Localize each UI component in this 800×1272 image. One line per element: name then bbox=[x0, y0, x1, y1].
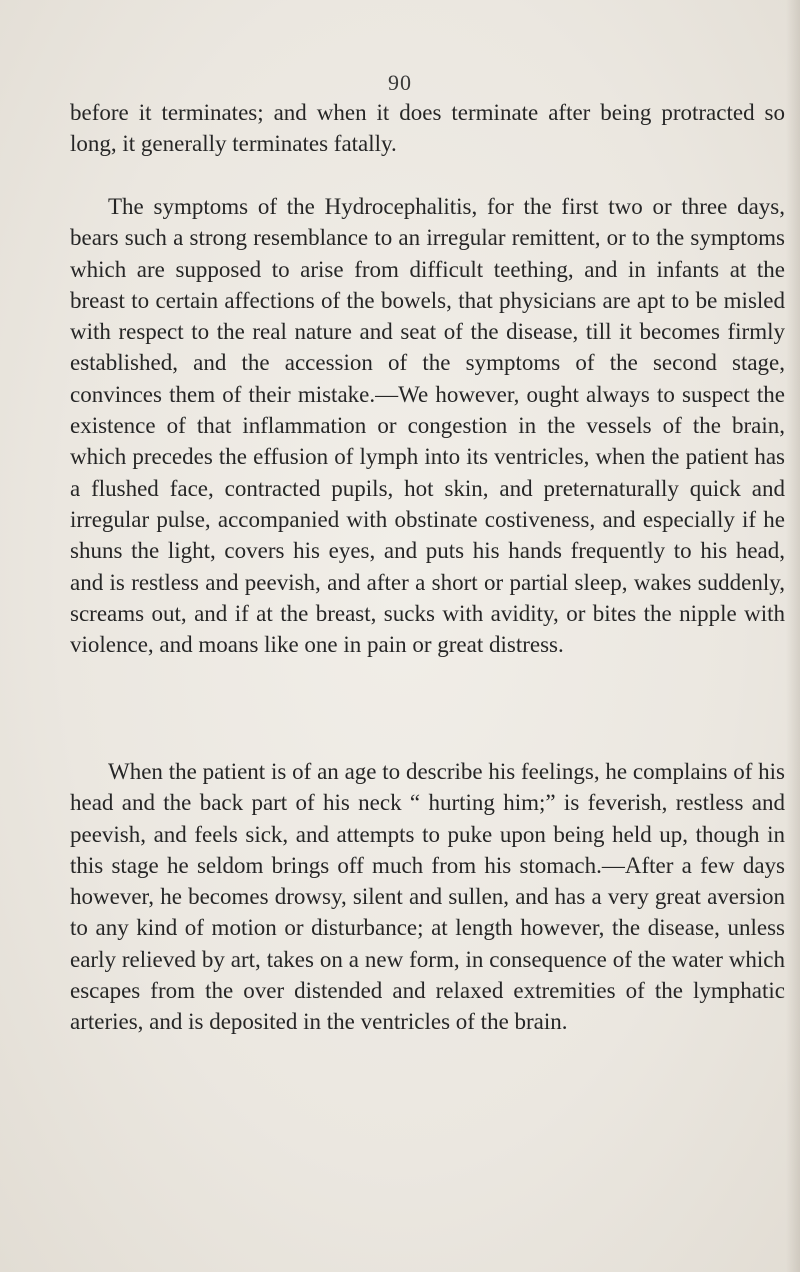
page-number: 90 bbox=[388, 70, 412, 95]
paragraph-patient-feelings: When the patient is of an age to describe his feelings, he complains of his head and the back part of his neck “ hurting him;” is feverish, restless and peevish, and feels sick, and attempts to puke upon being held up, though in this stage he seldom brings off much from his stomach.—After a few days however, he becomes drowsy, silent and sullen, and has a very great aversion to any kind of motion or disturbance; at length however, the disease, unless early relieved by art, takes on a new form, in consequence of the water which escapes from the over distended and relaxed extremities of the lymphatic arteries, and is deposited in the ventricles of the brain. bbox=[70, 759, 785, 1035]
paragraph-continuation: before it terminates; and when it does terminate after being protracted so long, it generally terminates fatally. bbox=[70, 100, 785, 157]
page-edge-shadow bbox=[786, 0, 800, 1272]
paragraph-symptoms: The symptoms of the Hydrocephalitis, for the first two or three days, bears such a strong resemblance to an irregular remittent, or to the symptoms which are supposed to arise from difficult teething, and in infants at the breast to certain affections of the bowels, that physicians are apt to be misled with respect to the real nature and seat of the disease, till it becomes firmly established, and the accession of the symptoms of the second stage, convinces them of their mistake.—We however, ought always to suspect the existence of that inflammation or congestion in the vessels of the brain, which precedes the effusion of lymph into its ventricles, when the patient has a flushed face, contracted pupils, hot skin, and preternaturally quick and irregular pulse, accompanied with obstinate costiveness, and especially if he shuns the light, covers his eyes, and puts his hands frequently to his head, and is restless and peevish, and after a short or partial sleep, wakes suddenly, screams out, and if at the breast, sucks with avidity, or bites the nipple with violence, and moans like one in pain or great distress. bbox=[70, 194, 785, 658]
